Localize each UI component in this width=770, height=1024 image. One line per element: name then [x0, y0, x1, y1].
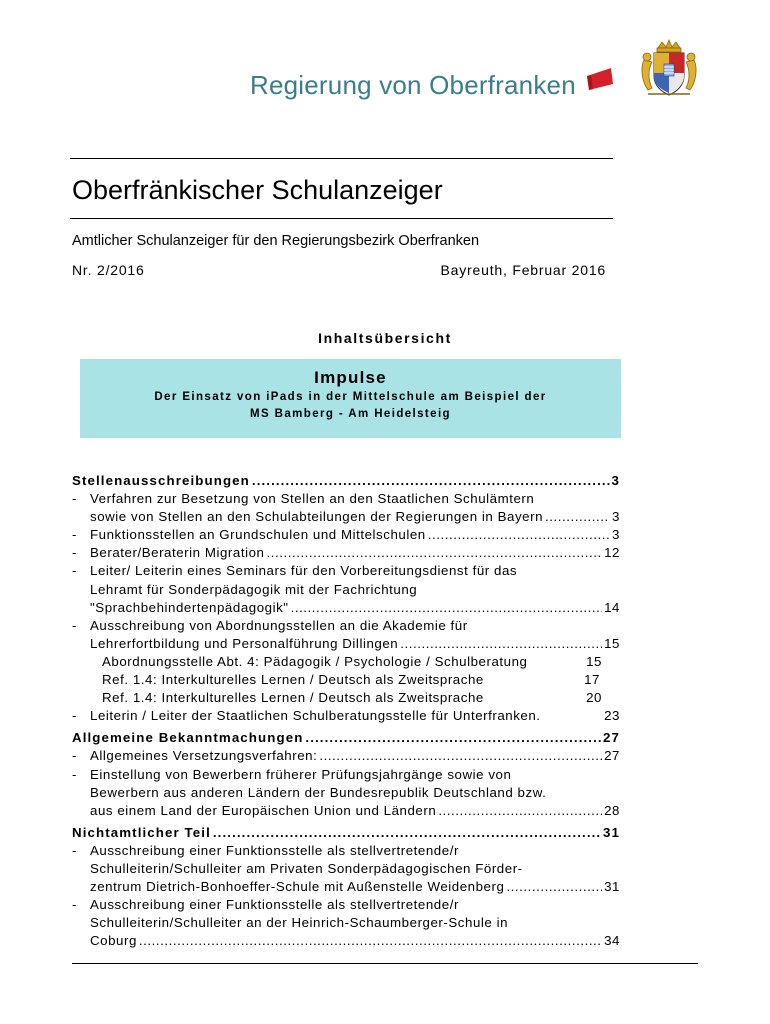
toc-page-number: 31 — [604, 879, 620, 895]
toc-subitem[interactable] — [72, 671, 620, 689]
toc-bullet: - — [72, 897, 77, 913]
toc-subitem[interactable] — [72, 653, 620, 671]
toc-subitem-text: Ref. 1.4: Interkulturelles Lernen / Deutsch als Zweitsprache — [102, 690, 484, 706]
toc-page-number: 28 — [604, 802, 620, 818]
impulse-subtitle-line2: MS Bamberg - Am Heidelsteig — [250, 408, 451, 420]
toc-leader-dots — [438, 802, 602, 820]
toc-page-number: 14 — [604, 599, 620, 615]
toc-bullet: - — [72, 766, 77, 782]
toc-item[interactable] — [72, 766, 620, 784]
toc-item-text: Coburg — [90, 933, 137, 949]
toc-section-nichtamtlicher-teil[interactable] — [72, 824, 620, 842]
toc-item-text: Ausschreibung einer Funktionsstelle als stellvertretende/r — [90, 842, 459, 858]
toc-item-text: Schulleiterin/Schulleiter am Privaten Sonderpädagogischen Förder- — [90, 860, 523, 876]
toc-leader-dots — [139, 932, 602, 950]
toc-bullet: - — [72, 491, 77, 507]
toc-item-continuation[interactable] — [72, 784, 620, 802]
bavarian-coat-of-arms-icon — [638, 38, 700, 100]
toc-leader-dots — [506, 878, 602, 896]
issue-number: Nr. 2/2016 — [72, 262, 145, 278]
toc-item-continuation[interactable] — [72, 914, 620, 932]
toc-leader-dots — [428, 526, 610, 544]
toc-item-continuation[interactable] — [72, 635, 620, 653]
title-divider — [70, 218, 613, 219]
toc-page-number: 27 — [603, 730, 620, 746]
toc-page-number: 3 — [612, 509, 620, 525]
toc-heading: Inhaltsübersicht — [318, 330, 452, 346]
toc-bullet: - — [72, 527, 77, 543]
toc-item[interactable] — [72, 707, 620, 725]
toc-item-text: Ausschreibung von Abordnungsstellen an die Akademie für — [90, 617, 468, 633]
toc-item[interactable] — [72, 896, 620, 914]
toc-section-title: Allgemeine Bekanntmachungen — [72, 730, 304, 746]
toc-section-stellenausschreibungen[interactable] — [72, 472, 620, 490]
toc-leader-dots — [213, 824, 601, 842]
toc-item-text: Schulleiterin/Schulleiter an der Heinrich-Schaumberger-Schule in — [90, 915, 509, 931]
toc-item-text: Lehramt für Sonderpädagogik mit der Fachrichtung — [90, 581, 418, 597]
place-date: Bayreuth, Februar 2016 — [440, 262, 606, 278]
toc-item-continuation[interactable] — [72, 581, 620, 599]
toc-page-number: 3 — [611, 473, 620, 488]
toc-leader-dots — [319, 747, 602, 765]
toc-page-number: 31 — [603, 824, 620, 840]
toc-bullet: - — [72, 545, 77, 561]
impulse-box — [80, 359, 621, 438]
toc-bullet: - — [72, 842, 77, 858]
document-subtitle: Amtlicher Schulanzeiger für den Regierungsbezirk Oberfranken — [72, 233, 480, 249]
toc-item[interactable] — [72, 617, 620, 635]
toc-bullet: - — [72, 563, 77, 579]
toc-item-continuation[interactable] — [72, 860, 620, 878]
toc-item-text: Einstellung von Bewerbern früherer Prüfungsjahrgänge sowie von — [90, 766, 512, 782]
toc-item[interactable] — [72, 747, 620, 765]
document-title: Oberfränkischer Schulanzeiger — [72, 175, 443, 205]
toc-section-allgemeine-bekanntmachungen[interactable] — [72, 729, 620, 747]
table-of-contents — [72, 472, 620, 950]
toc-item[interactable] — [72, 544, 620, 562]
toc-page-number: 34 — [604, 933, 620, 949]
toc-leader-dots — [252, 472, 610, 490]
toc-leader-dots — [400, 635, 602, 653]
toc-item-text: zentrum Dietrich-Bonhoeffer-Schule mit Außenstelle Weidenberg — [90, 879, 505, 895]
toc-leader-dots — [545, 508, 610, 526]
toc-subitem-text: Abordnungsstelle Abt. 4: Pädagogik / Psychologie / Schulberatung — [102, 653, 528, 669]
toc-item-text: Berater/Beraterin Migration — [90, 545, 265, 561]
toc-item-continuation[interactable] — [72, 508, 620, 526]
toc-bullet: - — [72, 748, 77, 764]
toc-leader-dots — [305, 729, 601, 747]
toc-subitem-text: Ref. 1.4: Interkulturelles Lernen / Deutsch als Zweitsprache — [102, 672, 484, 688]
toc-page-number: 3 — [612, 527, 620, 543]
org-logo-text: Regierung von Oberfranken — [250, 70, 576, 100]
toc-leader-dots — [291, 599, 603, 617]
toc-item[interactable] — [72, 490, 620, 508]
red-flag-icon — [585, 66, 615, 92]
toc-page-number: 12 — [604, 545, 620, 561]
toc-item-text: sowie von Stellen an den Schulabteilungen der Regierungen in Bayern — [90, 509, 544, 525]
toc-item-text: Leiter/ Leiterin eines Seminars für den Vorbereitungsdienst für das — [90, 563, 518, 579]
toc-item-text: Verfahren zur Besetzung von Stellen an den Staatlichen Schulämtern — [90, 491, 535, 507]
toc-item-text: "Sprachbehindertenpädagogik" — [90, 599, 289, 615]
toc-bullet: - — [72, 708, 77, 724]
toc-item-continuation[interactable] — [72, 599, 620, 617]
toc-item-text: Ausschreibung einer Funktionsstelle als stellvertretende/r — [90, 897, 459, 913]
impulse-subtitle-line1: Der Einsatz von iPads in der Mittelschule am Beispiel der — [154, 391, 547, 403]
toc-section-title: Stellenausschreibungen — [72, 473, 250, 488]
toc-item-text: Lehrerfortbildung und Personalführung Dillingen — [90, 635, 399, 651]
toc-leader-dots — [266, 544, 602, 562]
toc-item-text: Allgemeines Versetzungsverfahren: — [90, 748, 318, 764]
toc-item-continuation[interactable] — [72, 932, 620, 950]
toc-bullet: - — [72, 617, 77, 633]
toc-page-number: 15 — [586, 653, 602, 669]
toc-item-continuation[interactable] — [72, 878, 620, 896]
toc-item-text: Leiterin / Leiter der Staatlichen Schulberatungsstelle für Unterfranken. — [90, 708, 541, 724]
toc-item[interactable] — [72, 842, 620, 860]
bottom-divider — [72, 963, 698, 964]
toc-item[interactable] — [72, 562, 620, 580]
toc-item-text: Bewerbern aus anderen Ländern der Bundesrepublik Deutschland bzw. — [90, 784, 547, 800]
toc-page-number: 27 — [604, 748, 620, 764]
toc-page-number: 20 — [586, 690, 602, 706]
toc-section-title: Nichtamtlicher Teil — [72, 824, 211, 840]
toc-item[interactable] — [72, 526, 620, 544]
toc-page-number: 15 — [604, 635, 620, 651]
impulse-title: Impulse — [314, 368, 387, 387]
toc-item-continuation[interactable] — [72, 802, 620, 820]
toc-page-number: 17 — [584, 672, 600, 688]
toc-item-text: aus einem Land der Europäischen Union und Ländern — [90, 802, 437, 818]
toc-page-number: 23 — [604, 708, 620, 724]
toc-subitem[interactable] — [72, 689, 620, 707]
top-divider — [70, 158, 613, 159]
toc-item-text: Funktionsstellen an Grundschulen und Mittelschulen — [90, 527, 426, 543]
